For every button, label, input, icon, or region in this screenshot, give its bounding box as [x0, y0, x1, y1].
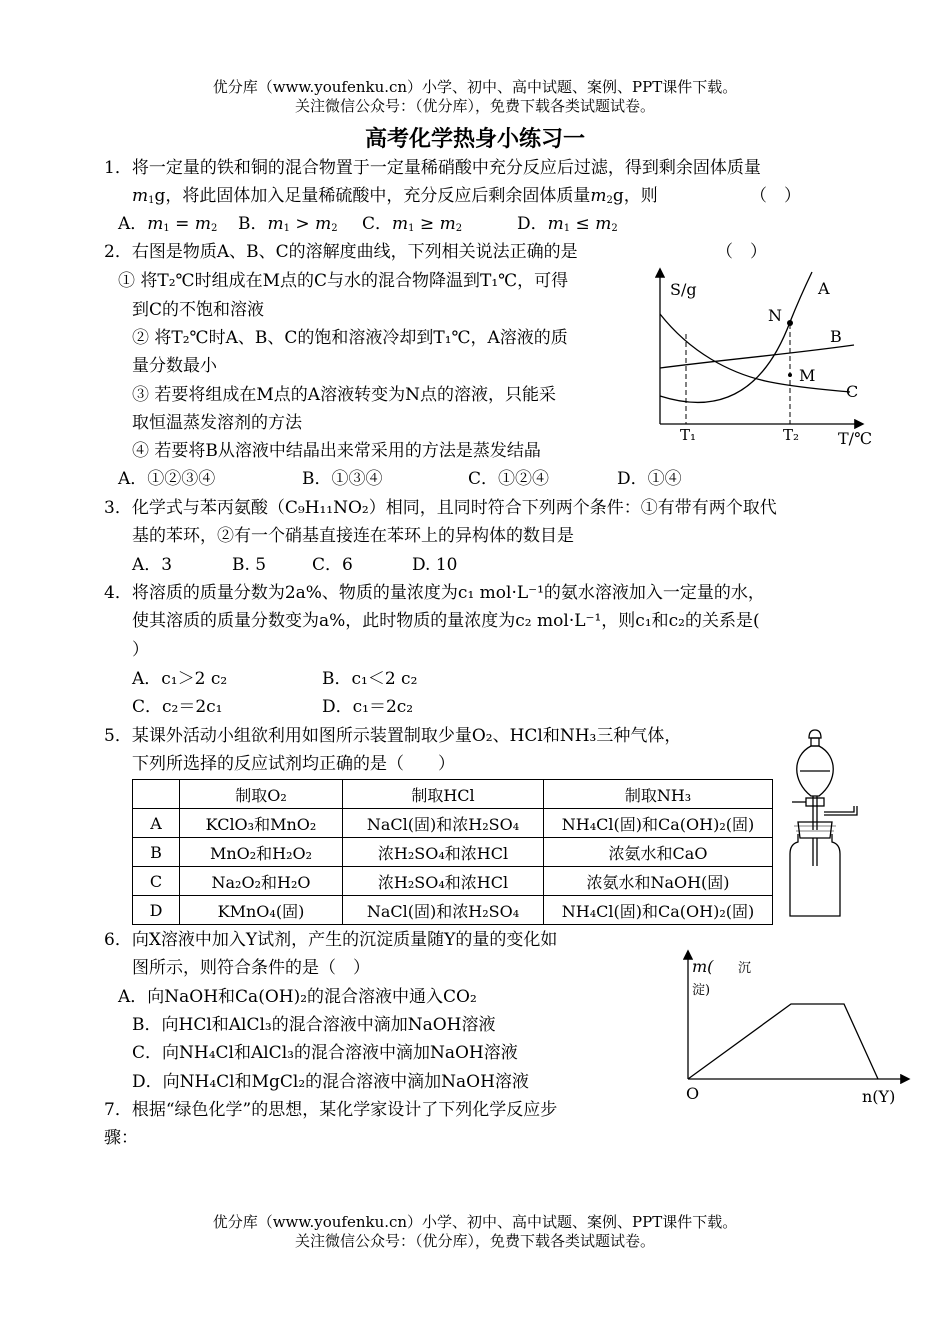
- q2-statement-2a: ② 将T₂℃时A、B、C的饱和溶液冷却到T₁℃，A溶液的质: [132, 328, 568, 348]
- rubber-stopper: [798, 822, 832, 838]
- table-cell: B: [133, 838, 180, 867]
- q6-option-d: D．向NH₄Cl和MgCl₂的混合溶液中滴加NaOH溶液: [132, 1072, 529, 1092]
- q4-line-2: 使其溶质的质量分数变为a%，此时物质的量浓度为c₂ mol·L⁻¹，则c₁和c₂的关系是(: [132, 611, 760, 631]
- label-t2: T₂: [783, 426, 800, 444]
- q2-statement-4: ④ 若要将B从溶液中结晶出来常采用的方法是蒸发结晶: [132, 441, 541, 461]
- q2-statement-3a: ③ 若要将组成在M点的A溶液转变为N点的溶液，只能采: [132, 385, 556, 405]
- q1-option-a: A．$m_1 = m_2$: [118, 214, 218, 234]
- header-line-2: 关注微信公众号：（优分库），免费下载各类试题试卷。: [294, 97, 655, 115]
- q6-option-c: C．向NH₄Cl和AlCl₃的混合溶液中滴加NaOH溶液: [132, 1043, 518, 1063]
- q2-statement-2b: 量分数最小: [132, 356, 217, 376]
- q7-line-2: 骤：: [104, 1128, 138, 1148]
- q6-option-b: B．向HCl和AlCl₃的混合溶液中滴加NaOH溶液: [132, 1015, 496, 1035]
- q3-option-b: B. 5: [232, 555, 267, 575]
- reagent-table: [132, 779, 773, 925]
- point-m: [788, 373, 792, 377]
- q1-option-c: C．$m_1 \ge m_2$: [362, 214, 463, 234]
- table-cell: 浓氨水和NaOH(固): [544, 867, 773, 896]
- table-row: [133, 809, 773, 838]
- table-row: [133, 838, 773, 867]
- table-row: [133, 867, 773, 896]
- chart-xlabel: n(Y): [862, 1087, 896, 1106]
- precipitate-curve: [688, 1004, 878, 1079]
- q4-option-d: D．c₁＝2c₂: [322, 697, 414, 717]
- q2-statement-3b: 取恒温蒸发溶剂的方法: [132, 413, 302, 433]
- chart-ylabel-2: 沉: [738, 961, 752, 976]
- curve-b: [660, 345, 854, 368]
- q2-option-d: D．①④: [617, 469, 682, 489]
- header-line-1: 优分库（www.youfenku.cn）小学、初中、高中试题、案例、PPT课件下载。: [212, 78, 738, 96]
- table-cell: KMnO₄(固): [180, 896, 343, 925]
- q1-line-1: 1．将一定量的铁和铜的混合物置于一定量稀硝酸中充分反应后过滤，得到剩余固体质量: [104, 158, 761, 178]
- chart-ylabel-1: m(: [692, 957, 714, 976]
- chart-origin: O: [686, 1084, 700, 1103]
- table-cell: D: [133, 896, 180, 925]
- solubility-chart: [650, 262, 890, 456]
- q2-statement-1b: 到C的不饱和溶液: [132, 300, 265, 320]
- q3-option-a: A．3: [132, 555, 173, 575]
- q2-option-a: A．①②③④: [118, 469, 216, 489]
- q3-line-1: 3．化学式与苯丙氨酸（C₉H₁₁NO₂）相同，且同时符合下列两个条件：①有带有两个取代: [104, 498, 777, 518]
- table-cell: 浓H₂SO₄和浓HCl: [343, 867, 544, 896]
- q3-line-2: 基的苯环，②有一个硝基直接连在苯环上的异构体的数目是: [132, 526, 574, 546]
- label-b: B: [830, 327, 842, 346]
- q1-line-2: $m_1g$，将此固体加入足量稀硫酸中，充分反应后剩余固体质量$m_2g$，则: [132, 186, 658, 206]
- gas-generator-apparatus: [782, 726, 862, 922]
- q2-option-b: B．①③④: [302, 469, 383, 489]
- footer-line-1: 优分库（www.youfenku.cn）小学、初中、高中试题、案例、PPT课件下载。: [212, 1213, 738, 1231]
- table-cell: C: [133, 867, 180, 896]
- stopcock: [806, 798, 824, 806]
- q1-option-b: B．$m_1 > m_2$: [238, 214, 338, 234]
- q1-line-2-text: g，将此固体加入足量稀硫酸中，充分反应后剩余固体质量: [154, 186, 591, 206]
- q4-option-b: B．c₁＜2 c₂: [322, 669, 418, 689]
- q2-option-c: C．①②④: [468, 469, 550, 489]
- table-header-cell: [133, 780, 180, 809]
- table-header-cell: 制取O₂: [180, 780, 343, 809]
- table-cell: KClO₃和MnO₂: [180, 809, 343, 838]
- q7-line-1: 7．根据“绿色化学”的思想，某化学家设计了下列化学反应步: [104, 1100, 558, 1120]
- table-header-cell: 制取NH₃: [544, 780, 773, 809]
- q1-line-2-end: g，则: [612, 186, 658, 206]
- q6-line-1: 6．向X溶液中加入Y试剂，产生的沉淀质量随Y的量的变化如: [104, 930, 558, 950]
- label-t1: T₁: [680, 426, 697, 444]
- table-header-row: [133, 780, 773, 809]
- q5-line-2: 下列所选择的反应试剂均正确的是（ ）: [132, 754, 455, 774]
- table-cell: MnO₂和H₂O₂: [180, 838, 343, 867]
- precipitate-chart: [676, 944, 916, 1110]
- funnel-stopper: [809, 730, 821, 738]
- q6-option-a: A．向NaOH和Ca(OH)₂的混合溶液中通入CO₂: [118, 987, 477, 1007]
- q4-option-c: C．c₂＝2c₁: [132, 697, 223, 717]
- q4-line-3: ）: [132, 640, 149, 660]
- point-n: [787, 320, 793, 326]
- q2-bracket: （ ）: [716, 242, 767, 262]
- q3-option-c: C．6: [312, 555, 353, 575]
- reaction-bottle: [790, 834, 840, 916]
- q3-option-d: D. 10: [412, 555, 458, 575]
- chart-ylabel-3: 淀): [692, 983, 711, 998]
- chart-xlabel: T/℃: [838, 429, 872, 448]
- table-cell: NaCl(固)和浓H₂SO₄: [343, 896, 544, 925]
- q6-line-2: 图所示，则符合条件的是（ ）: [132, 958, 370, 978]
- label-m: M: [799, 366, 816, 385]
- q2-stem: 2．右图是物质A、B、C的溶解度曲线，下列相关说法正确的是: [104, 242, 578, 262]
- q5-line-1: 5．某课外活动小组欲利用如图所示装置制取少量O₂、HCl和NH₃三种气体，: [104, 726, 682, 746]
- label-c: C: [846, 382, 859, 401]
- q2-statement-1a: ① 将T₂℃时组成在M点的C与水的混合物降温到T₁℃，可得: [118, 271, 569, 291]
- q4-option-a: A．c₁＞2 c₂: [132, 669, 228, 689]
- label-a: A: [818, 279, 830, 298]
- chart-ylabel: S/g: [670, 280, 697, 299]
- q1-option-d: D．$m_1 \le m_2$: [517, 214, 618, 234]
- table-cell: A: [133, 809, 180, 838]
- table-cell: 浓H₂SO₄和浓HCl: [343, 838, 544, 867]
- footer-line-2: 关注微信公众号：（优分库），免费下载各类试题试卷。: [294, 1232, 655, 1250]
- table-cell: Na₂O₂和H₂O: [180, 867, 343, 896]
- table-header-cell: 制取HCl: [343, 780, 544, 809]
- table-cell: 浓氨水和CaO: [544, 838, 773, 867]
- table-row: [133, 896, 773, 925]
- q4-line-1: 4．将溶质的质量分数为2a%、物质的量浓度为c₁ mol·L⁻¹的氨水溶液加入一定量的水，: [104, 583, 765, 603]
- page-title: 高考化学热身小练习一: [364, 126, 585, 152]
- table-cell: NaCl(固)和浓H₂SO₄: [343, 809, 544, 838]
- funnel-neck: [811, 738, 819, 746]
- table-cell: NH₄Cl(固)和Ca(OH)₂(固): [544, 809, 773, 838]
- label-n: N: [768, 306, 782, 325]
- table-cell: NH₄Cl(固)和Ca(OH)₂(固): [544, 896, 773, 925]
- q1-bracket: （ ）: [750, 186, 801, 206]
